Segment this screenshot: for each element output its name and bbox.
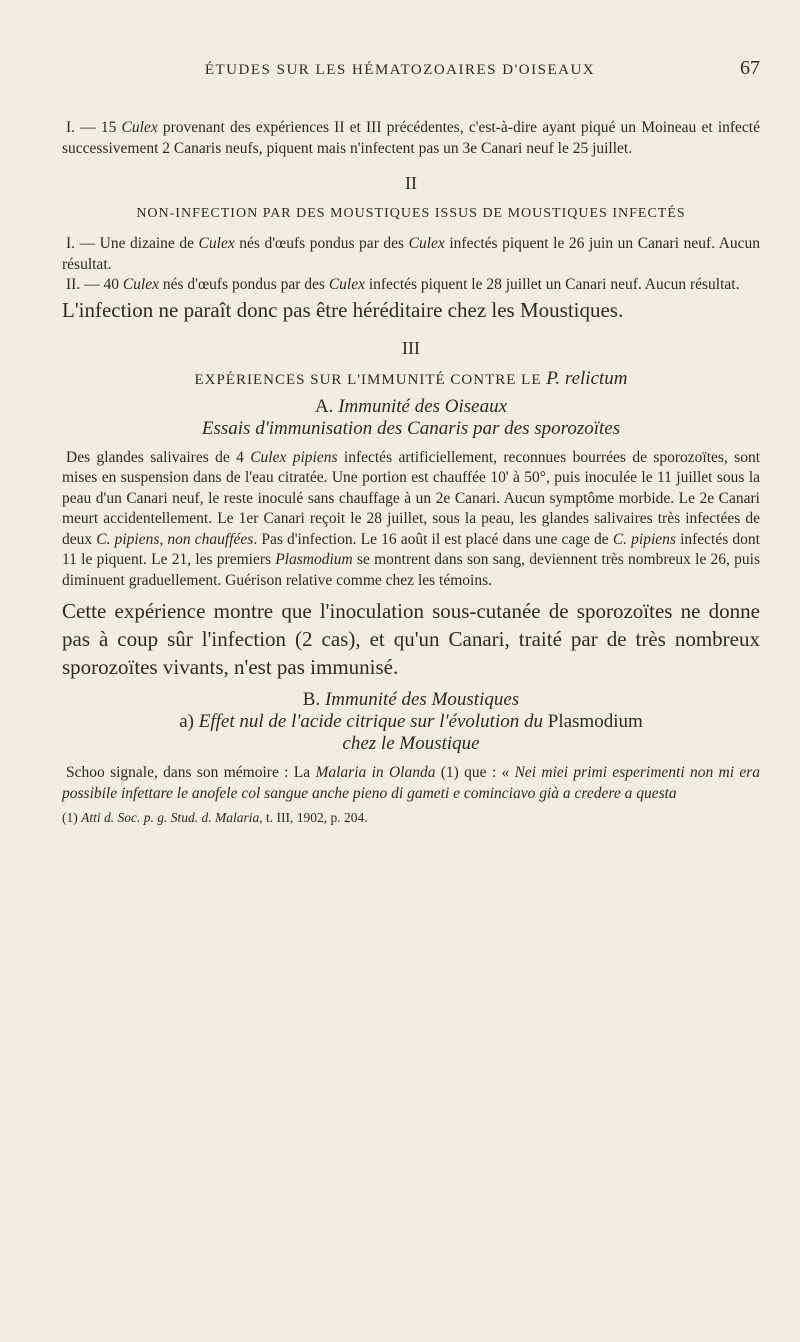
species-name: Culex pipiens [250,448,338,466]
text: nés d'œufs pondus par des [234,235,409,252]
text: A. [314,395,339,417]
text: I. — 15 [66,119,122,136]
subheading-a-essais: Essais d'immunisation des Canaris par des sporozoïtes [201,417,621,439]
species-name: Culex [328,276,365,293]
conclusion-inoculation: Cette expérience montre que l'inoculation sous-cutanée de sporozoïtes ne donne pas à coup sûr l'infection (2 cas), et qu'un Canari, traité par de très nombreux sporozoïtes vivants, n'est pas immunisé. [62,599,760,679]
subheading-b [62,689,760,711]
section-title-iii [62,369,760,390]
footnote [62,810,760,826]
species-name: Plasmodium [275,551,353,568]
page-content [62,118,760,826]
subheading-b-a-line2: chez le Moustique [342,733,480,754]
conclusion-heredity: L'infection ne paraît donc pas être héréditaire chez les Moustiques. [62,297,624,322]
text: Nei miei primi esperimenti non mi era possibile infettare le anofele col sangue anche pieno di gameti e cominciavo già a credere a questa [62,764,760,802]
text: se montrent dans son sang, deviennent très nombreux le 26, puis diminuent graduellement. Guérison relative comme chez les témoins. [62,551,760,589]
species-name: P. relictum [546,367,628,389]
text: infectés piquent le 28 juillet un Canari neuf. Aucun résultat. [364,276,740,293]
text: (1) que : « [435,764,515,781]
paragraph-immunisation [62,448,760,592]
text: infectés piquent le 26 juin un Canari neuf. Aucun résultat. [62,235,761,273]
text: infectés dont 11 le piquent. Le 21, les premiers [62,530,760,568]
species-name: C. pipiens [612,530,676,548]
species-name: Culex [121,119,158,136]
page-number: 67 [740,57,760,79]
text: , t. III, 1902, p. 204. [259,810,368,825]
text: . Pas d'infection. Le 16 août il est placé dans une cage de [253,530,613,548]
text: B. [302,689,325,710]
text: Schoo signale, dans son mémoire : La [66,764,316,781]
section-numeral-ii: II [405,173,417,193]
paragraph-item-2 [62,275,760,296]
text: II. — 40 [66,276,123,293]
text: provenant des expériences II et III précédentes, c'est-à-dire ayant piqué un Moineau et infecté successivement 2 Canaris neufs, piquent mais n'infectent pas un 3e Canari neuf le 25 juillet. [62,119,760,157]
text: Immunité des Moustiques [324,689,520,710]
species-name: C. pipiens, non chauffées [96,530,254,548]
paragraph-schoo [62,763,760,804]
text: Des glandes salivaires de 4 [66,448,251,466]
text: nés d'œufs pondus par des [158,276,329,293]
text: I. — Une dizaine de [66,235,199,252]
text: Immunité des Oiseaux [338,395,508,417]
text: Effet nul de l'acide citrique sur l'évolution du [198,711,543,732]
section-title-ii: NON-INFECTION PAR DES MOUSTIQUES ISSUS DE MOUSTIQUES INFECTÉS [136,206,686,221]
text: a) [179,711,199,732]
subheading-a [62,396,760,418]
text: Atti d. Soc. p. g. Stud. d. Malaria [81,810,260,825]
running-header: ÉTUDES SUR LES HÉMATOZOAIRES D'OISEAUX [204,62,596,78]
species-name: Culex [198,235,235,252]
paragraph-experiment-1 [62,118,760,159]
species-name: Culex [122,276,159,293]
text: Malaria in Olanda [315,764,436,781]
text: EXPÉRIENCES SUR L'IMMUNITÉ CONTRE LE [194,371,547,388]
paragraph-item-1 [62,234,760,275]
text: (1) [62,810,82,825]
section-numeral-iii: III [402,337,420,358]
species-name: Culex [408,235,445,252]
text: Plasmodium [543,711,643,732]
subheading-b-a [62,711,760,733]
text: infectés artificiellement, reconnues bourrées de sporozoïtes, sont mises en suspension dans de l'eau citratée. Une portion est chauffée 10' à 50°, puis inoculée le 11 juillet sous la peau d'un Canari neuf, le reste inoculé sans chauffage à un 2e Canari. Aucun symptôme morbide. Le 2e Canari meurt accidentellement. Le 1er Canari reçoit le 28 juillet, sous la peau, les glandes salivaires très infectées de deux [62,448,760,548]
